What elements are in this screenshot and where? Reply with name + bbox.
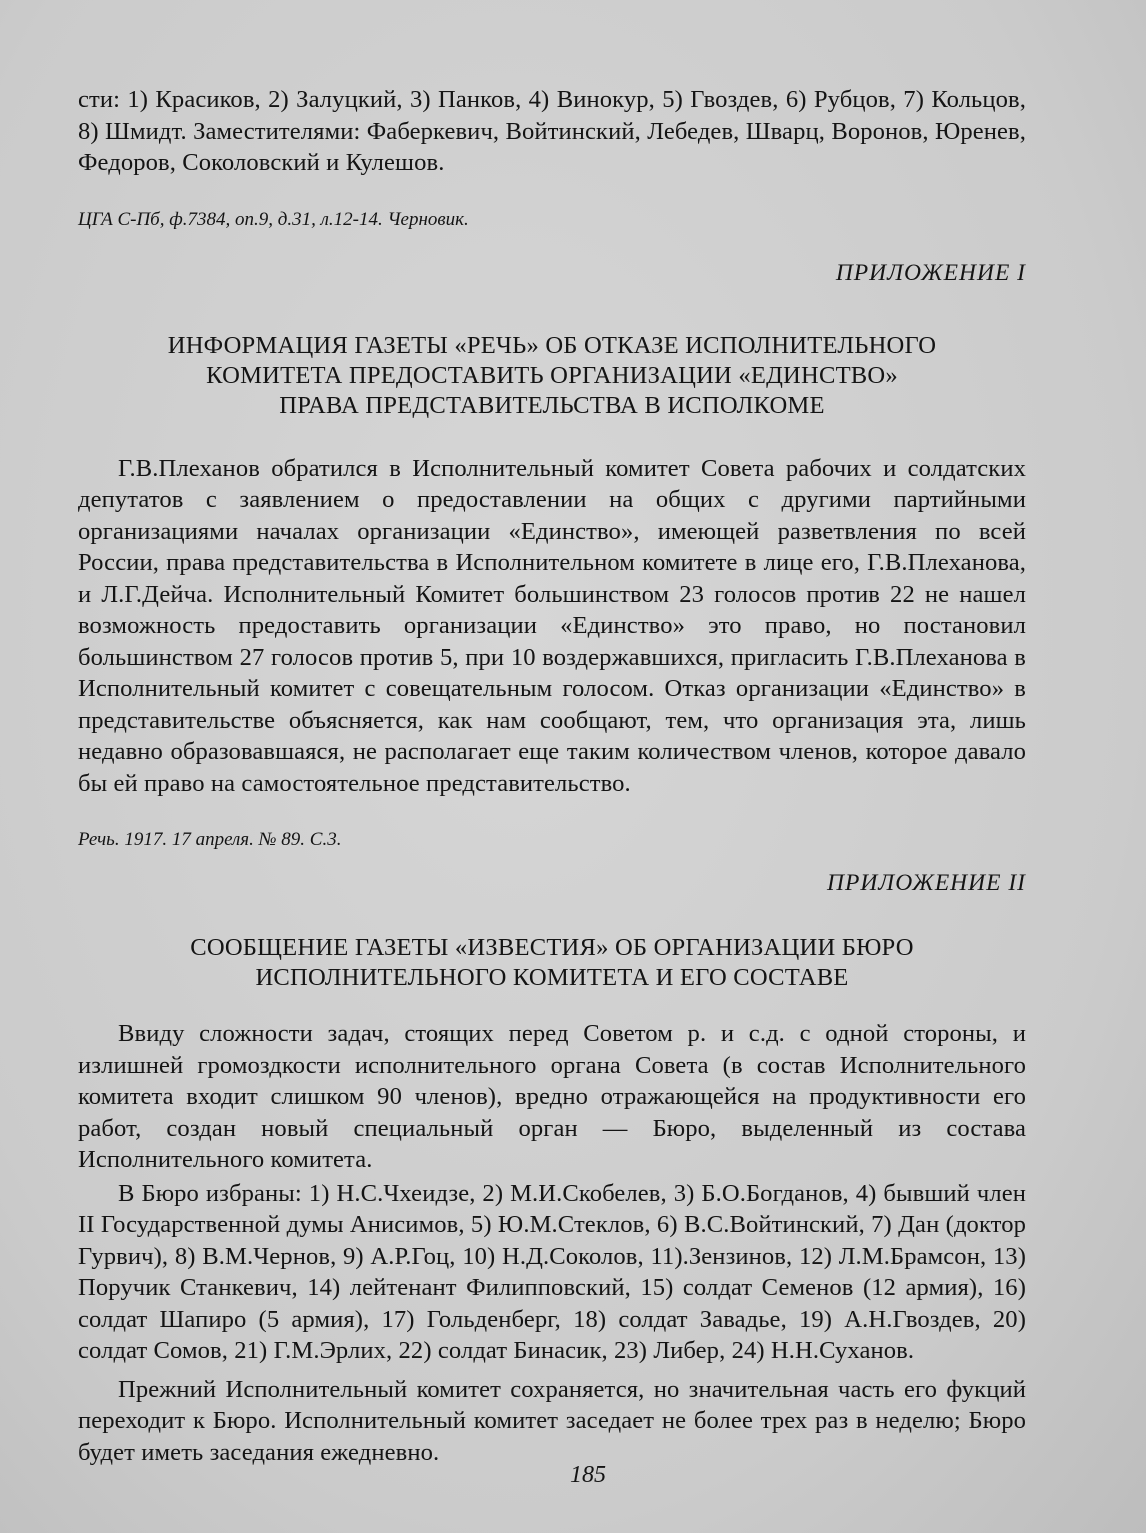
appendix-1-body: Г.В.Плеханов обратился в Исполнительный комитет Совета рабочих и солдатских депутатов с заявлением о предоставлении на общих с другими партийными организациями началах организации «Единство», имеющей разветвления по всей России, права представительства в Исполнительном комитете в лице его, Г.В.Плеханова, и Л.Г.Дейча. Исполнительный Комитет большинством 23 голосов против 22 не нашел возможность предоставить организации «Единство» это право, но постановил большинством 27 голосов против 5, при 10 воздержавшихся, пригласить Г.В.Плеханова в Исполнительный комитет с совещательным голосом. Отказ организации «Единство» в представительстве объясняется, как нам сообщают, тем, что организация эта, лишь недавно образовавшаяся, не располагает еще таким количеством членов, которое давало бы ей право на самостоятельное представительство.	[78, 454, 1026, 797]
page-number: 185	[570, 1462, 606, 1488]
appendix-2-title-line: ИСПОЛНИТЕЛЬНОГО КОМИТЕТА И ЕГО СОСТАВЕ	[255, 964, 849, 991]
appendix-2-paragraph-bureau-members: В Бюро избраны: 1) Н.С.Чхеидзе, 2) М.И.Скобелев, 3) Б.О.Богданов, 4) бывший член II Государственной думы Анисимов, 5) Ю.М.Стеклов, 6) В.С.Войтинский, 7) Дан (доктор Гурвич), 8) В.М.Чернов, 9) А.Р.Гоц, 10) Н.Д.Соколов, 11).Зензинов, 12) Л.М.Брамсон, 13) Поручик Станкевич, 14) лейтенант Филипповский, 15) солдат Семенов (12 армия), 16) солдат Шапиро (5 армия), 17) Гольденберг, 18) солдат Завадье, 19) А.Н.Гвоздев, 20) солдат Сомов, 21) Г.М.Эрлих, 22) солдат Бинасик, 23) Либер, 24) Н.Н.Суханов.	[78, 1179, 1026, 1364]
appendix-2-title	[78, 933, 1026, 993]
appendix-1-title-line: ПРАВА ПРЕДСТАВИТЕЛЬСТВА В ИСПОЛКОМЕ	[279, 391, 825, 419]
newspaper-source-citation: Речь. 1917. 17 апреля. № 89. С.3.	[78, 829, 342, 850]
appendix-2-paragraph: Ввиду сложности задач, стоящих перед Советом р. и с.д. с одной стороны, и излишней громоздкости исполнительного органа Совета (в состав Исполнительного комитета входит слишком 90 членов), вредно отражающейся на продуктивности его работ, создан новый специальный орган — Бюро, выделенный из состава Исполнительного комитета.	[78, 1020, 1026, 1173]
appendix-2-label: ПРИЛОЖЕНИЕ II	[827, 870, 1026, 896]
appendix-1-label: ПРИЛОЖЕНИЕ I	[835, 259, 1026, 286]
appendix-2-title-line: СООБЩЕНИЕ ГАЗЕТЫ «ИЗВЕСТИЯ» ОБ ОРГАНИЗАЦИИ БЮРО	[190, 934, 914, 961]
appendix-1-title-line: КОМИТЕТА ПРЕДОСТАВИТЬ ОРГАНИЗАЦИИ «ЕДИНСТВО»	[206, 361, 898, 389]
continuation-paragraph: сти: 1) Красиков, 2) Залуцкий, 3) Панков, 4) Винокур, 5) Гвоздев, 6) Рубцов, 7) Кольцов, 8) Шмидт. Заместителями: Фаберкевич, Войтинский, Лебедев, Шварц, Воронов, Юренев, Федоров, Соколовский и Кулешов.	[78, 86, 1026, 176]
appendix-1-title	[78, 331, 1026, 421]
archive-source-citation: ЦГА С-Пб, ф.7384, оп.9, д.31, л.12-14. Черновик.	[78, 208, 469, 230]
appendix-2-paragraph: Прежний Исполнительный комитет сохраняется, но значительная часть его фукций переходит к Бюро. Исполнительный комитет заседает не более трех раз в неделю; Бюро будет иметь заседания ежедневно.	[78, 1375, 1026, 1466]
appendix-1-title-line: ИНФОРМАЦИЯ ГАЗЕТЫ «РЕЧЬ» ОБ ОТКАЗЕ ИСПОЛНИТЕЛЬНОГО	[167, 331, 937, 359]
